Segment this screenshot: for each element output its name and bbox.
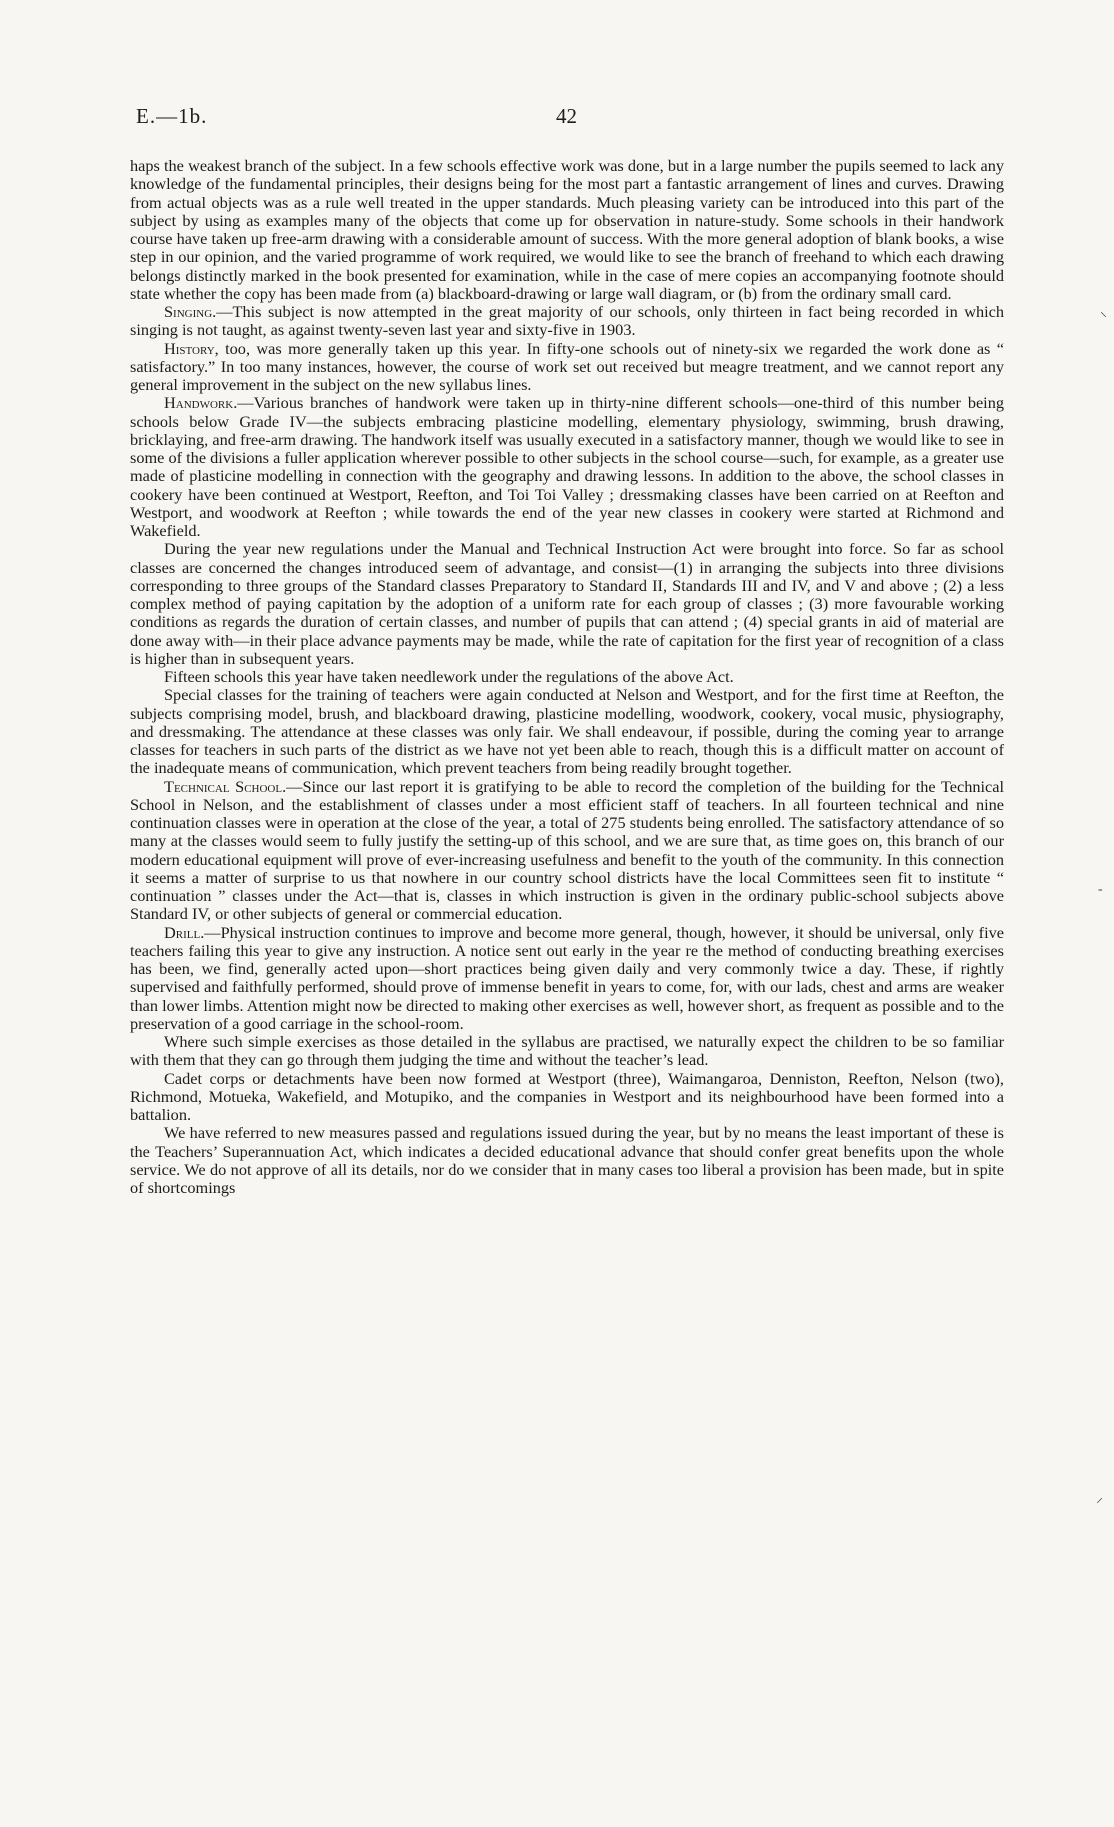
paragraph-text: —This subject is now attempted in the great majority of our schools, only thirteen in fact being recorded in which singing is not taught, as against twenty-seven last year and sixty-five in 1903. (130, 302, 1004, 340)
paragraph-text: Cadet corps or detachments have been now formed at Westport (three), Waimangaroa, Denniston, Reefton, Nelson (two), Richmond, Motueka, Wakefield, and Motupiko, and the companies in Westport and its neighbourhood have been formed into a battalion. (130, 1068, 1004, 1124)
paragraph-text: Fifteen schools this year have taken needlework under the regulations of the above Act. (164, 667, 734, 686)
section-heading: Singing. (164, 302, 217, 321)
paragraph-text: too, was more generally taken up this year. In fifty-one schools out of ninety-six we regarded the work done as “ satisfactory.” In too many instances, however, the course of work set out received but meagre treatment, and we cannot report any general improvement in the subject on the new syllabus lines. (130, 338, 1004, 394)
body-text (130, 157, 1004, 1197)
section-heading: Handwork. (164, 393, 238, 413)
paragraph-text: Special classes for the training of teachers were again conducted at Nelson and Westport, and for the first time at Reefton, the subjects comprising model, brush, and blackboard drawing, plasticine modelling, woodwork, cookery, vocal music, physiography, and dressmaking. The attendance at these classes was only fair. We shall endeavour, if possible, during the coming year to arrange classes for teachers in such parts of the district as we have not yet been able to reach, though this is a difficult matter on account of the inadequate means of communication, which prevent teachers from being readily brought together. (130, 685, 1004, 778)
paragraph-text: —Since our last report it is gratifying to be able to record the completion of the building for the Technical School in Nelson, and the establishment of classes under a most efficient staff of teachers. In all fourteen technical and nine continuation classes were in operation at the close of the year, a total of 275 students being enrolled. The satisfactory attendance of so many at the classes would seem to fully justify the setting-up of this school, and we are sure that, as time goes on, this branch of our modern educational equipment will prove of ever-increasing usefulness and benefit to the youth of the community. In this connection it seems a matter of surprise to us that nowhere in our country school districts have the local Committees seen fit to institute “ continuation ” classes under the Act—that is, classes in which instruction is given in the ordinary public-school subjects above Standard IV, or other subjects of general or commercial education. (130, 776, 1004, 924)
paragraph-text: —Various branches of handwork were taken up in thirty-nine different schools—one-third of this number being schools below Grade IV—the subjects embracing plasticine modelling, elementary physiology, swimming, brush drawing, bricklaying, and free-arm drawing. The handwork itself was usually executed in a satisfactory manner, though we would like to see in some of the divisions a fuller application wherever possible to other subjects in the school course—such, for example, as a greater use made of plasticine modelling in connection with the geography and drawing lessons. In addition to the above, the school classes in cookery have been continued at Westport, Reefton, and Toi Toi Valley ; dressmaking classes have been carried on at Reefton and Westport, and woodwork at Reefton ; while towards the end of the year new classes in cookery were started at Richmond and Wakefield. (130, 393, 1004, 540)
scan-speck: ⸜ (1100, 305, 1107, 320)
section-heading: Technical School. (164, 776, 287, 796)
series-code: E.—1b. (136, 104, 208, 128)
scan-speck: ⸝ (1096, 1491, 1103, 1506)
paragraph (130, 1070, 1004, 1125)
paragraph (130, 778, 1004, 924)
page-number: 42 (556, 104, 577, 128)
paragraph (130, 924, 1004, 1034)
section-heading: Drill. (164, 922, 205, 942)
paragraph (130, 394, 1004, 540)
paragraph (130, 686, 1004, 777)
paragraph-text: Where such simple exercises as those detailed in the syllabus are practised, we naturally expect the children to be so familiar with them that they can go through them judging the time and without the teacher’s lead. (130, 1032, 1004, 1070)
paragraph (130, 540, 1004, 668)
section-heading: History, (164, 338, 219, 358)
paragraph (130, 1033, 1004, 1070)
paragraph-text: During the year new regulations under the Manual and Technical Instruction Act were brought into force. So far as school classes are concerned the changes introduced seem of advantage, and consist—(1) in arranging the subjects into three divisions corresponding to three groups of the Standard classes Preparatory to Standard II, Standards III and IV, and V and above ; (2) a less complex method of paying capitation by the adoption of a uniform rate for each group of classes ; (3) more favourable working conditions as regards the duration of certain classes, and number of pupils that can attend ; (4) special grants in aid of material are done away with—in their place advance payments may be made, while the rate of capitation for the first year of recognition of a class is higher than in subsequent years. (130, 539, 1004, 668)
paragraph (130, 303, 1004, 340)
paragraph (130, 340, 1004, 395)
paragraph (130, 157, 1004, 303)
scan-speck: ‐ (1098, 882, 1103, 897)
paragraph-text: We have referred to new measures passed and regulations issued during the year, but by no means the least important of these is the Teachers’ Superannuation Act, which indicates a decided educational advance that should confer great benefits upon the whole service. We do not approve of all its details, nor do we consider that in many cases too liberal a provision has been made, but in spite of shortcomings (130, 1123, 1004, 1197)
paragraph-text: haps the weakest branch of the subject. In a few schools effective work was done, but in a large number the pupils seemed to lack any knowledge of the fundamental principles, their designs being for the most part a fantastic arrangement of lines and curves. Drawing from actual objects was as a rule well treated in the upper standards. Much pleasing variety can be introduced into this part of the subject by using as examples many of the objects that come up for observation in nature-study. Some schools in their handwork course have taken up free-arm drawing with a considerable amount of success. With the more general adoption of blank books, a wise step in our opinion, and the varied programme of work required, we would like to see the branch of freehand to which each drawing belongs distinctly marked in the book presented for examination, while in the case of mere copies an accompanying footnote should state whether the copy has been made from (a) blackboard-drawing or large wall diagram, or (b) from the ordinary small card. (130, 156, 1004, 303)
page-header (130, 104, 1004, 134)
paragraph-text: —Physical instruction continues to improve and become more general, though, however, it should be universal, only five teachers failing this year to give any instruction. A notice sent out early in the year re the method of conducting breathing exercises has been, we find, generally acted upon—short practices being given daily and very commonly twice a day. These, if rightly supervised and faithfully performed, should prove of immense benefit in years to come, for, with our lads, chest and arms are weaker than lower limbs. Attention might now be directed to making other exercises as well, however short, as frequent as possible and to the preservation of a good carriage in the school-room. (130, 922, 1004, 1033)
paragraph (130, 668, 1004, 686)
paragraph (130, 1124, 1004, 1197)
